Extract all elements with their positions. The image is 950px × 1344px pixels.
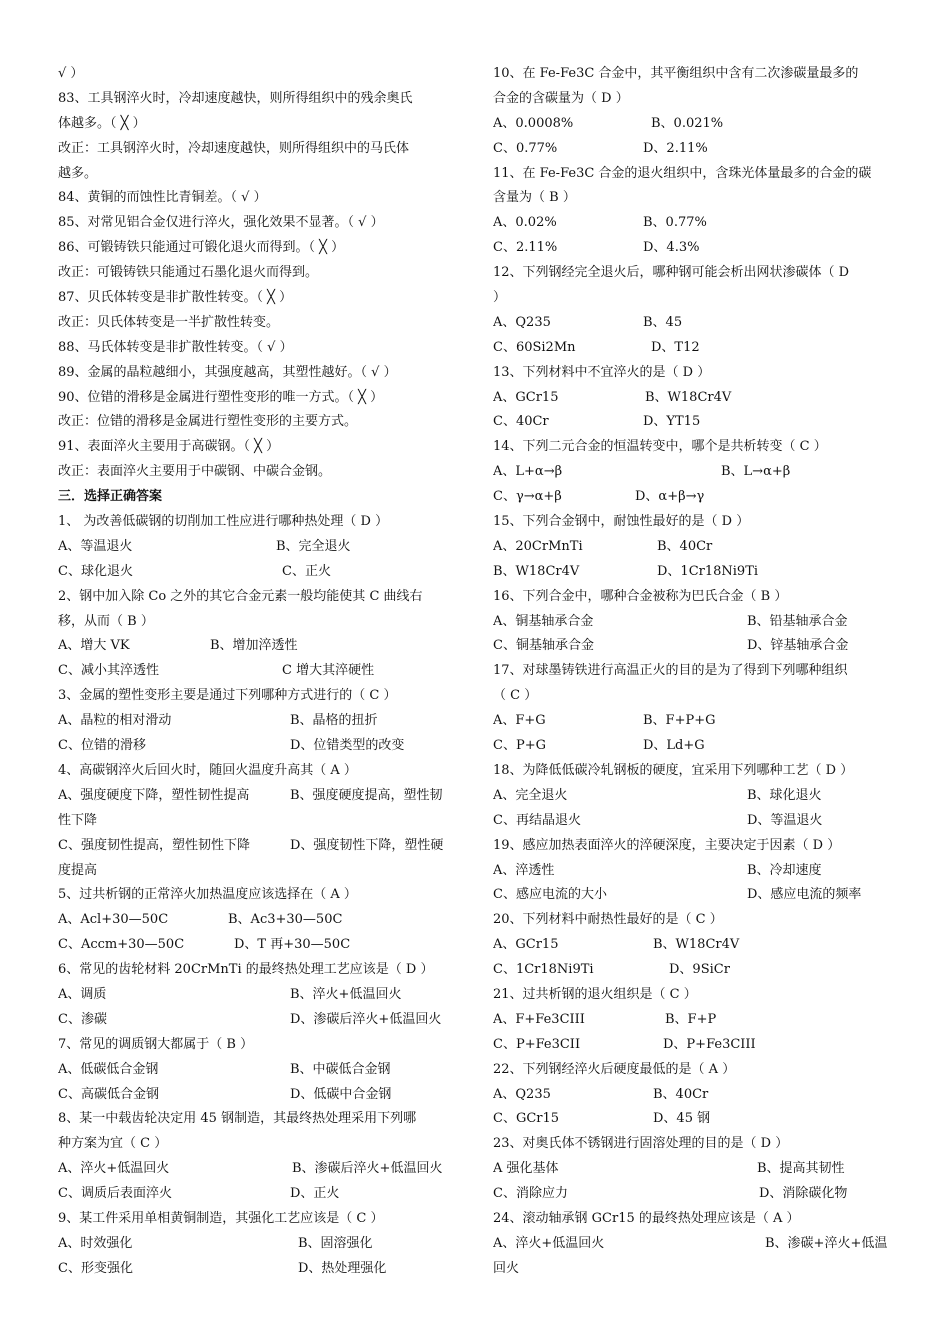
text-line [493,336,895,361]
text-line [493,1033,895,1058]
option-text: B、40Cr [657,538,713,554]
text-line [58,410,460,435]
option-text: B、40Cr [653,1086,709,1102]
text-line [493,560,895,585]
line-text: C、球化退火 [58,563,133,579]
line-text: 4、高碳钢淬火后回火时，随回火温度升高其（ A ） [58,762,357,778]
line-text: C、减小其淬透性 [58,663,159,679]
text-line [493,236,895,261]
text-line [58,1157,460,1182]
line-text: A、Q235 [493,314,551,330]
line-text: 22、下列钢经淬火后硬度最低的是（ A ） [493,1061,736,1077]
text-line [58,361,460,386]
text-line [493,311,895,336]
text-line [58,958,460,983]
option-text: B、球化退火 [747,787,822,803]
option-text: D、9SiCr [669,962,730,978]
line-text: C、位错的滑移 [58,738,146,754]
text-line [493,286,895,311]
text-line [58,859,460,884]
option-text: D、45 钢 [653,1111,711,1127]
text-line [58,336,460,361]
line-text: C、消除应力 [493,1186,568,1202]
line-text: A、低碳低合金钢 [58,1061,159,1077]
text-line [493,585,895,610]
option-text: D、锌基轴承合金 [747,638,849,654]
option-text: D、α+β→γ [635,489,705,505]
option-text: C 增大其淬硬性 [282,663,375,679]
text-line [493,261,895,286]
line-text: 14、下列二元合金的恒温转变中，哪个是共析转变（ C ） [493,439,827,455]
line-text: 17、对球墨铸铁进行高温正火的目的是为了得到下列哪种组织 [493,663,848,679]
line-text: C、再结晶退火 [493,812,581,828]
line-text: A 强化基体 [493,1161,559,1177]
line-text: 性下降 [58,812,98,828]
text-line [493,460,895,485]
text-line [493,1182,895,1207]
text-line [58,1232,460,1257]
line-text: C、铜基轴承合金 [493,638,594,654]
text-line [58,137,460,162]
text-line [493,485,895,510]
line-text: C、形变强化 [58,1260,133,1276]
text-line [58,709,460,734]
line-text: 19、感应加热表面淬火的淬硬深度，主要决定于因素（ D ） [493,837,841,853]
option-text: D、1Cr18Ni9Ti [657,563,759,579]
line-text: 6、常见的齿轮材料 20CrMnTi 的最终热处理工艺应该是（ D ） [58,962,434,978]
option-text: D、等温退火 [747,812,823,828]
text-line [493,1008,895,1033]
line-text: C、调质后表面淬火 [58,1186,172,1202]
line-text: A、等温退火 [58,538,133,554]
text-line [493,435,895,460]
text-line [58,1083,460,1108]
line-text: 20、下列材料中耐热性最好的是（ C ） [493,912,723,928]
line-text: 91、表面淬火主要用于高碳钢。（ ╳ ） [58,439,280,455]
text-line [493,112,895,137]
line-text: C、γ→α+β [493,489,562,505]
line-text: 89、金属的晶粒越细小，其强度越高，其塑性越好。（ √ ） [58,364,397,380]
line-text: C、GCr15 [493,1111,560,1127]
text-line [493,1157,895,1182]
text-line [58,460,460,485]
text-line [493,958,895,983]
line-text: 88、马氏体转变是非扩散性转变。（ √ ） [58,339,293,355]
line-text: 23、对奥氏体不锈钢进行固溶处理的目的是（ D ） [493,1136,789,1152]
text-line [493,137,895,162]
text-line [493,186,895,211]
right-column [493,62,895,1282]
option-text: B、F+P [665,1011,717,1027]
text-line [58,62,460,87]
text-line [493,1232,895,1257]
line-text: A、L+α→β [493,464,563,480]
text-line [58,908,460,933]
option-text: B、Ac3+30—50C [228,912,343,928]
line-text: C、感应电流的大小 [493,887,607,903]
text-line [493,1207,895,1232]
line-text: 13、下列材料中不宜淬火的是（ D ） [493,364,711,380]
line-text: A、GCr15 [493,389,559,405]
text-line [493,933,895,958]
line-text: C、Accm+30—50C [58,937,185,953]
line-text: A、20CrMnTi [493,538,583,554]
text-line [58,112,460,137]
option-text: B、固溶强化 [298,1235,373,1251]
line-text: A、增大 VK [58,638,130,654]
line-text: 85、对常见铝合金仅进行淬火，强化效果不显著。（ √ ） [58,215,384,231]
text-line [58,684,460,709]
option-text: D、T 再+30—50C [234,937,351,953]
line-text: 18、为降低低碳冷轧钢板的硬度，宜采用下列哪种工艺（ D ） [493,762,854,778]
line-text: C、40Cr [493,414,549,430]
option-text: B、F+P+G [643,713,716,729]
line-text: C、强度韧性提高，塑性韧性下降 [58,837,250,853]
text-line [493,1058,895,1083]
option-text: D、渗碳后淬火+低温回火 [290,1011,442,1027]
line-text: A、GCr15 [493,937,559,953]
option-text: B、W18Cr4V [653,937,740,953]
option-text: B、淬火+低温回火 [290,986,402,1002]
section-heading [58,485,460,510]
line-text: 16、下列合金中，哪种合金被称为巴氏合金（ B ） [493,588,788,604]
text-line [58,1182,460,1207]
line-text: C、60Si2Mn [493,339,576,355]
text-line [493,510,895,535]
line-text: A、调质 [58,986,107,1002]
text-line [58,236,460,261]
line-text: 1、 为改善低碳钢的切削加工性应进行哪种热处理（ D ） [58,514,389,530]
line-text: A、完全退火 [493,787,568,803]
option-text: D、感应电流的频率 [747,887,862,903]
option-text: B、45 [643,314,683,330]
text-line [493,809,895,834]
text-line [58,435,460,460]
option-text: D、YT15 [643,414,701,430]
line-text: 2、钢中加入除 Co 之外的其它合金元素一般均能使其 C 曲线右 [58,588,423,604]
line-text: 3、金属的塑性变形主要是通过下列哪种方式进行的（ C ） [58,688,397,704]
line-text: 12、下列钢经完全退火后，哪种钢可能会析出网状渗碳体（ D [493,265,850,281]
text-line [493,883,895,908]
line-text: 体越多。（ ╳ ） [58,115,146,131]
text-line [493,410,895,435]
option-text: B、冷却速度 [747,862,822,878]
text-line [58,634,460,659]
text-line [493,386,895,411]
text-line [58,87,460,112]
line-text: 越多。 [58,165,98,181]
option-text: D、4.3% [643,240,700,256]
text-line [58,883,460,908]
text-line [58,933,460,958]
text-line [58,759,460,784]
left-column [58,62,460,1282]
line-text: 改正：表面淬火主要用于中碳钢、中碳合金钢。 [58,464,332,480]
option-text: D、Ld+G [643,738,705,754]
line-text: 移，从而（ B ） [58,613,154,629]
option-text: B、中碳低合金钢 [290,1061,391,1077]
text-line [493,1107,895,1132]
text-line [493,1083,895,1108]
option-text: B、铅基轴承合金 [747,613,848,629]
line-text: 回火 [493,1260,520,1276]
text-line [493,634,895,659]
text-line [58,162,460,187]
text-line [493,859,895,884]
line-text: 改正：贝氏体转变是一半扩散性转变。 [58,314,280,330]
text-line [493,62,895,87]
line-text: 改正：位错的滑移是金属进行塑性变形的主要方式。 [58,414,358,430]
line-text: 86、可锻铸铁只能通过可锻化退火而得到。（ ╳ ） [58,240,345,256]
text-line [58,386,460,411]
line-text: A、0.02% [493,215,557,231]
text-line [493,709,895,734]
line-text: 三．选择正确答案 [58,489,163,505]
line-text: C、高碳低合金钢 [58,1086,159,1102]
line-text: B、W18Cr4V [493,563,580,579]
option-text: B、提高其韧性 [757,1161,845,1177]
line-text: 改正：可锻铸铁只能通过石墨化退火而得到。 [58,265,319,281]
option-text: D、P+Fe3CIII [663,1036,756,1052]
text-line [493,211,895,236]
line-text: ） [493,290,507,306]
text-line [493,535,895,560]
line-text: 90、位错的滑移是金属进行塑性变形的唯一方式。（ ╳ ） [58,389,384,405]
option-text: B、完全退火 [276,538,351,554]
line-text: 种方案为宜（ C ） [58,1136,168,1152]
line-text: A、Q235 [493,1086,551,1102]
text-line [58,784,460,809]
line-text: 合金的含碳量为（ D ） [493,90,629,106]
option-text: B、强度硬度提高，塑性韧 [290,787,443,803]
line-text: A、铜基轴承合金 [493,613,594,629]
text-line [58,535,460,560]
line-text: 87、贝氏体转变是非扩散性转变。（ ╳ ） [58,290,293,306]
text-line [493,1132,895,1157]
line-text: 83、工具钢淬火时，冷却速度越快，则所得组织中的残余奥氏 [58,90,413,106]
text-line [493,983,895,1008]
option-text: B、0.021% [651,115,724,131]
text-line [493,1257,895,1282]
option-text: D、低碳中合金钢 [290,1086,392,1102]
line-text: 10、在 Fe-Fe3C 合金中，其平衡组织中含有二次渗碳量最多的 [493,66,859,81]
text-line [493,784,895,809]
line-text: 度提高 [58,862,98,878]
option-text: D、位错类型的改变 [290,738,405,754]
text-line [493,87,895,112]
text-line [493,734,895,759]
line-text: C、0.77% [493,140,558,156]
line-text: √ ） [58,66,84,81]
text-line [493,684,895,709]
option-text: D、2.11% [643,140,708,156]
text-line [58,286,460,311]
option-text: B、晶格的扭折 [290,713,378,729]
text-line [58,186,460,211]
line-text: （ C ） [493,688,538,704]
line-text: 改正：工具钢淬火时，冷却速度越快，则所得组织中的马氏体 [58,140,410,156]
text-line [58,734,460,759]
option-text: D、正火 [290,1186,340,1202]
text-line [58,610,460,635]
option-text: C、正火 [282,563,331,579]
option-text: B、增加淬透性 [210,638,298,654]
line-text: C、1Cr18Ni9Ti [493,962,594,978]
text-line [58,1058,460,1083]
option-text: B、L→α+β [721,464,791,480]
line-text: C、P+Fe3CII [493,1036,581,1052]
option-text: B、W18Cr4V [645,389,732,405]
text-line [493,610,895,635]
line-text: A、淬透性 [493,862,555,878]
text-line [58,311,460,336]
line-text: 11、在 Fe-Fe3C 合金的退火组织中，含珠光体量最多的合金的碳 [493,165,872,181]
line-text: A、淬火+低温回火 [493,1235,605,1251]
line-text: 7、常见的调质钢大都属于（ B ） [58,1036,254,1052]
text-line [58,1008,460,1033]
text-line [58,510,460,535]
text-line [493,659,895,684]
line-text: A、F+G [493,713,546,729]
line-text: C、2.11% [493,240,558,256]
line-text: 8、某一中载齿轮决定用 45 钢制造，其最终热处理采用下列哪 [58,1111,417,1127]
line-text: 9、某工件采用单相黄铜制造，其强化工艺应该是（ C ） [58,1210,384,1226]
text-line [58,211,460,236]
line-text: 含量为（ B ） [493,190,576,206]
option-text: B、渗碳后淬火+低温回火 [292,1161,443,1177]
text-line [58,261,460,286]
line-text: 5、过共析钢的正常淬火加热温度应该选择在（ A ） [58,887,357,903]
text-line [493,759,895,784]
text-line [58,560,460,585]
line-text: A、0.0008% [493,115,574,131]
option-text: D、消除碳化物 [759,1186,848,1202]
text-line [58,585,460,610]
option-text: D、热处理强化 [298,1260,387,1276]
text-line [58,659,460,684]
text-line [58,983,460,1008]
line-text: A、时效强化 [58,1235,133,1251]
option-text: D、强度韧性下降，塑性硬 [290,837,444,853]
option-text: B、渗碳+淬火+低温 [765,1235,888,1251]
text-line [58,1132,460,1157]
line-text: A、强度硬度下降，塑性韧性提高 [58,787,250,803]
text-line [493,834,895,859]
line-text: A、F+Fe3CIII [493,1011,585,1027]
line-text: A、晶粒的相对滑动 [58,713,172,729]
text-line [58,1207,460,1232]
line-text: A、Acl+30—50C [58,912,169,928]
line-text: A、淬火+低温回火 [58,1161,170,1177]
line-text: 21、过共析钢的退火组织是（ C ） [493,986,697,1002]
text-line [58,834,460,859]
text-line [58,1107,460,1132]
text-line [58,809,460,834]
text-line [58,1257,460,1282]
option-text: B、0.77% [643,215,707,231]
text-line [493,162,895,187]
text-line [58,1033,460,1058]
line-text: C、渗碳 [58,1011,107,1027]
line-text: 84、黄铜的而蚀性比青铜差。（ √ ） [58,190,267,206]
line-text: 24、滚动轴承钢 GCr15 的最终热处理应该是（ A ） [493,1210,800,1226]
line-text: 15、下列合金钢中，耐蚀性最好的是（ D ） [493,514,750,530]
text-line [493,361,895,386]
text-line [493,908,895,933]
line-text: C、P+G [493,738,546,754]
option-text: D、T12 [651,339,700,355]
